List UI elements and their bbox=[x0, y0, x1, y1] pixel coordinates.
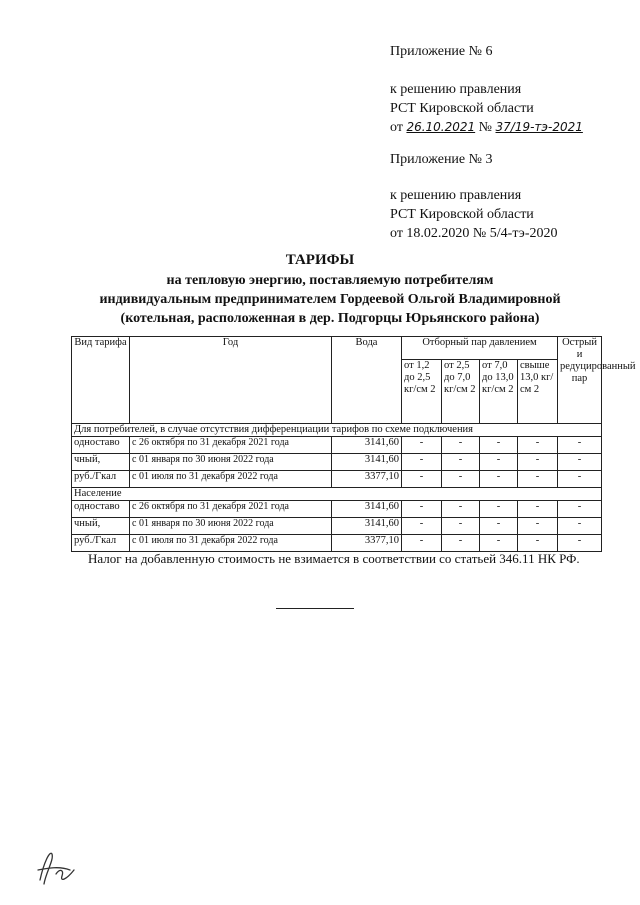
cell-period: с 26 октября по 31 декабря 2021 года bbox=[130, 501, 332, 518]
doc-subtitle-1: на тепловую энергию, поставляемую потребителям bbox=[166, 273, 494, 288]
doc-subtitle-3: (котельная, расположенная в дер. Подгорцы Юрьянского района) bbox=[120, 311, 540, 326]
cell-type: одноставо bbox=[72, 437, 130, 454]
cell-steam-3: - bbox=[480, 471, 518, 488]
annex3-org: РСТ Кировской области bbox=[390, 207, 534, 222]
col-header-year: Год bbox=[130, 337, 332, 424]
table-row bbox=[72, 535, 602, 552]
cell-steam-2: - bbox=[442, 518, 480, 535]
cell-water: 3141,60 bbox=[332, 454, 402, 471]
cell-steam-1: - bbox=[402, 471, 442, 488]
col-header-steam-1: от 1,2 до 2,5 кг/см 2 bbox=[402, 359, 442, 423]
tariff-table bbox=[71, 336, 636, 552]
cell-period: с 01 января по 30 июня 2022 года bbox=[130, 518, 332, 535]
table-row bbox=[72, 454, 602, 471]
cell-period: с 01 января по 30 июня 2022 года bbox=[130, 454, 332, 471]
cell-steam-3: - bbox=[480, 437, 518, 454]
cell-type: руб./Гкал bbox=[72, 535, 130, 552]
doc-subtitle-2: индивидуальным предпринимателем Гордеевой Ольгой Владимировной bbox=[99, 292, 561, 307]
table-row bbox=[72, 501, 602, 518]
col-header-tariff-type: Вид тарифа bbox=[72, 337, 130, 424]
annex3-decision: к решению правления bbox=[390, 188, 522, 203]
cell-steam-1: - bbox=[402, 454, 442, 471]
cell-water: 3377,10 bbox=[332, 471, 402, 488]
cell-type: чный, bbox=[72, 518, 130, 535]
cell-steam-3: - bbox=[480, 535, 518, 552]
group-title: Население bbox=[72, 488, 602, 501]
table-row bbox=[72, 437, 602, 454]
signature-icon bbox=[30, 840, 80, 890]
cell-type: одноставо bbox=[72, 501, 130, 518]
col-header-steam-2: от 2,5 до 7,0 кг/см 2 bbox=[442, 359, 480, 423]
cell-steam-1: - bbox=[402, 501, 442, 518]
cell-water: 3141,60 bbox=[332, 437, 402, 454]
group-title: Для потребителей, в случае отсутствия дифференциации тарифов по схеме подключения bbox=[72, 424, 602, 437]
cell-steam-4: - bbox=[518, 437, 558, 454]
annex3-ref: от 18.02.2020 № 5/4-тэ-2020 bbox=[390, 226, 558, 241]
cell-sharp-steam: - bbox=[558, 437, 602, 454]
cell-steam-1: - bbox=[402, 535, 442, 552]
cell-steam-4: - bbox=[518, 471, 558, 488]
cell-steam-3: - bbox=[480, 518, 518, 535]
cell-sharp-steam: - bbox=[558, 501, 602, 518]
annex6-date-handwritten: 26.10.2021 bbox=[406, 120, 476, 134]
cell-water: 3141,60 bbox=[332, 501, 402, 518]
cell-steam-4: - bbox=[518, 454, 558, 471]
cell-steam-2: - bbox=[442, 454, 480, 471]
cell-steam-2: - bbox=[442, 471, 480, 488]
col-header-steam-3: от 7,0 до 13,0 кг/см 2 bbox=[480, 359, 518, 423]
end-rule bbox=[276, 608, 354, 609]
cell-steam-4: - bbox=[518, 501, 558, 518]
annex6-from: от bbox=[390, 120, 403, 135]
annex6-date-line bbox=[390, 118, 583, 137]
cell-water: 3141,60 bbox=[332, 518, 402, 535]
annex6-org: РСТ Кировской области bbox=[390, 101, 534, 116]
cell-type: руб./Гкал bbox=[72, 471, 130, 488]
annex6-number-handwritten: 37/19-тэ-2021 bbox=[495, 120, 583, 134]
cell-sharp-steam: - bbox=[558, 454, 602, 471]
cell-steam-1: - bbox=[402, 437, 442, 454]
annex3-label: Приложение № 3 bbox=[390, 152, 493, 167]
annex6-label: Приложение № 6 bbox=[390, 44, 493, 59]
cell-steam-3: - bbox=[480, 454, 518, 471]
cell-period: с 01 июля по 31 декабря 2022 года bbox=[130, 535, 332, 552]
cell-steam-3: - bbox=[480, 501, 518, 518]
col-header-water: Вода bbox=[332, 337, 402, 424]
col-header-sharp-steam: Острый и редуцированный пар bbox=[558, 337, 602, 424]
doc-title: ТАРИФЫ bbox=[285, 252, 355, 268]
cell-period: с 26 октября по 31 декабря 2021 года bbox=[130, 437, 332, 454]
table-row bbox=[72, 471, 602, 488]
cell-sharp-steam: - bbox=[558, 535, 602, 552]
cell-steam-2: - bbox=[442, 535, 480, 552]
cell-steam-4: - bbox=[518, 535, 558, 552]
cell-steam-4: - bbox=[518, 518, 558, 535]
cell-steam-2: - bbox=[442, 437, 480, 454]
col-header-steam: Отборный пар давлением bbox=[402, 337, 558, 360]
cell-period: с 01 июля по 31 декабря 2022 года bbox=[130, 471, 332, 488]
col-header-steam-4: свыше 13,0 кг/см 2 bbox=[518, 359, 558, 423]
table-row bbox=[72, 518, 602, 535]
annex6-no: № bbox=[478, 120, 493, 135]
annex6-decision: к решению правления bbox=[390, 82, 522, 97]
cell-steam-1: - bbox=[402, 518, 442, 535]
vat-note: Налог на добавленную стоимость не взимается в соответствии со статьей 346.11 НК РФ. bbox=[88, 551, 580, 566]
cell-sharp-steam: - bbox=[558, 518, 602, 535]
cell-sharp-steam: - bbox=[558, 471, 602, 488]
cell-steam-2: - bbox=[442, 501, 480, 518]
cell-type: чный, bbox=[72, 454, 130, 471]
cell-water: 3377,10 bbox=[332, 535, 402, 552]
